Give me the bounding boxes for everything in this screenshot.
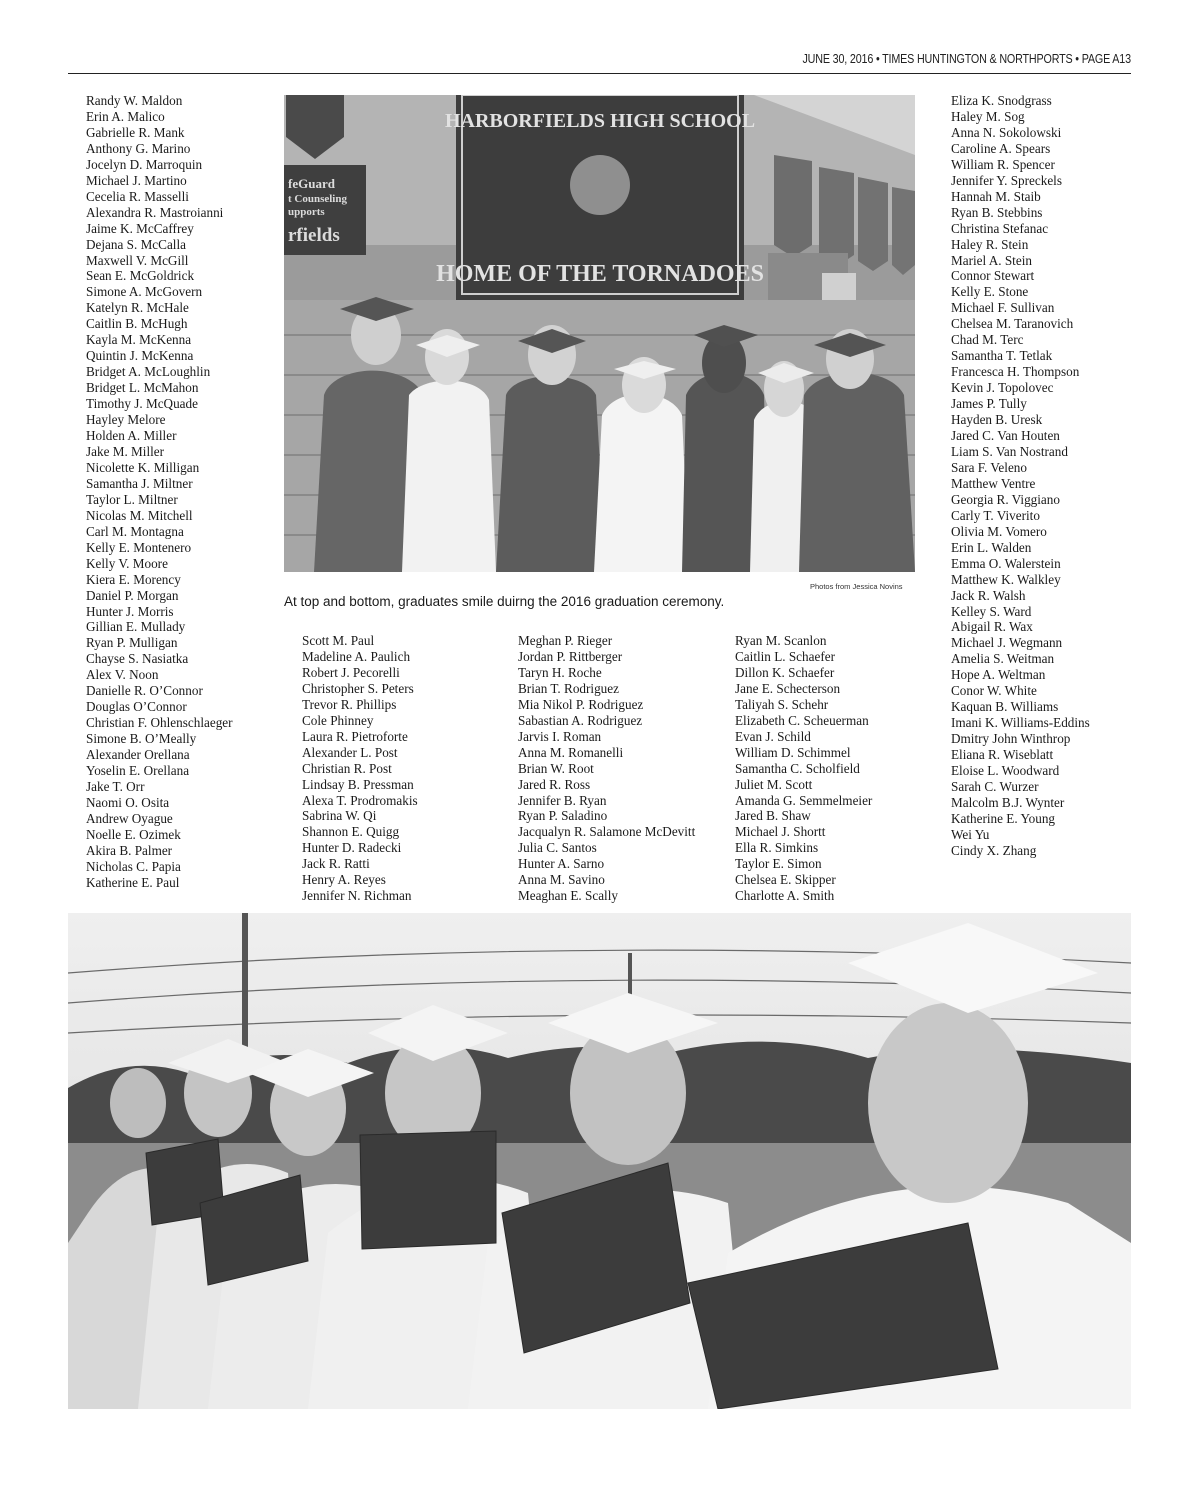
graduate-name: Kaquan B. Williams [951,699,1059,715]
graduate-name: Yoselin E. Orellana [86,763,190,779]
graduate-name: Hunter J. Morris [86,603,174,619]
graduate-name: Eliza K. Snodgrass [951,93,1052,108]
graduate-name: Anna M. Romanelli [518,744,624,760]
graduate-name: Abigail R. Wax [951,619,1033,635]
graduate-name: Kelly V. Moore [86,555,168,571]
graduate-name: William R. Spencer [951,156,1055,172]
graduate-name: Shannon E. Quigg [302,824,400,840]
graduate-name: Alexander Orellana [86,747,190,763]
graduate-name: Andrew Oyague [86,810,173,826]
graduate-name: Jared B. Shaw [735,808,811,824]
graduate-name: Michael J. Shortt [735,824,826,840]
graduate-name: Elizabeth C. Scheuerman [735,712,869,728]
graduate-name: Michael F. Sullivan [951,300,1055,316]
graduate-name: Hannah M. Staib [951,188,1041,204]
graduate-name: Katherine E. Young [951,810,1056,826]
graduate-name: Jennifer Y. Spreckels [951,172,1062,188]
graduate-name: Jordan P. Rittberger [518,648,623,664]
graduate-name: Hayden B. Uresk [951,412,1043,428]
graduate-name: Sara F. Veleno [951,459,1027,475]
graduate-name: Ella R. Simkins [735,840,819,856]
graduate-name: Naomi O. Osita [86,794,170,810]
graduate-name: Jennifer B. Ryan [518,792,607,808]
graduate-name: Brian W. Root [518,760,594,776]
graduate-name: Kiera E. Morency [86,571,181,587]
graduate-name: Anthony G. Marino [86,140,191,156]
graduate-name: Olivia M. Vomero [951,523,1047,539]
graduate-name: Carl M. Montagna [86,523,184,539]
graduate-name: Gabrielle R. Mank [86,124,185,140]
graduate-name: Amanda G. Semmelmeier [735,792,873,808]
graduate-name: Charlotte A. Smith [735,888,835,904]
graduate-name: Alexandra R. Mastroianni [86,204,224,220]
graduate-name: Malcolm B.J. Wynter [951,794,1065,810]
graduate-name: Christian F. Ohlenschlaeger [86,715,233,731]
graduate-name: Haley M. Sog [951,108,1025,124]
graduate-name: Ryan P. Saladino [518,808,608,824]
graduate-name: Taylor L. Miltner [86,491,178,507]
graduate-name: Cole Phinney [302,712,374,728]
graduate-name: Georgia R. Viggiano [951,491,1060,507]
graduate-name: Hayley Melore [86,412,166,428]
graduate-name: Simone B. O’Meally [86,731,197,747]
graduate-name: Julia C. Santos [518,840,597,856]
graduate-name: Cecelia R. Masselli [86,188,189,204]
graduate-name: Nicolette K. Milligan [86,459,200,475]
sign-line-3: upports [288,206,325,218]
graduate-name: Caitlin L. Schaefer [735,648,835,664]
graduate-name: Taryn H. Roche [518,664,602,680]
graduate-name: Connor Stewart [951,268,1035,284]
graduate-name: Jared C. Van Houten [951,428,1060,444]
graduate-name: Conor W. White [951,683,1037,699]
sign-line-1: feGuard [288,176,335,191]
graduate-name: Hunter D. Radecki [302,840,402,856]
sign-line-2: t Counseling [288,193,347,205]
header-text: JUNE 30, 2016 • TIMES HUNTINGTON & NORTHPORTS • PAGE A13 [802,52,1131,66]
graduate-list-mid-2 [518,633,695,904]
graduate-name: Imani K. Williams-Eddins [951,715,1090,731]
graduate-name: Jake M. Miller [86,443,165,459]
graduate-name: William D. Schimmel [735,744,851,760]
graduate-name: Gillian E. Mullady [86,619,186,635]
graduate-name: Christian R. Post [302,760,392,776]
graduate-list-left [86,93,233,891]
graduate-name: Alexander L. Post [302,744,398,760]
graduates-banner-photo-image [284,95,915,572]
graduate-name: Jake T. Orr [86,778,145,794]
graduate-name: Quintin J. McKenna [86,348,194,364]
graduate-name: Kevin J. Topolovec [951,380,1054,396]
graduate-name: Sarah C. Wurzer [951,778,1039,794]
graduate-name: Meghan P. Rieger [518,633,613,648]
graduate-name: Samantha T. Tetlak [951,348,1053,364]
graduate-name: Hunter A. Sarno [518,856,605,872]
graduate-name: Liam S. Van Nostrand [951,443,1068,459]
photo-caption: At top and bottom, graduates smile duirng the 2016 graduation ceremony. [284,594,725,609]
graduate-list-mid-1 [302,633,418,904]
page-header [68,52,1131,74]
graduate-list-right [951,93,1090,859]
graduate-name: Michael J. Wegmann [951,635,1063,651]
graduate-name: Ryan B. Stebbins [951,204,1043,220]
graduate-name: Danielle R. O’Connor [86,683,203,699]
graduates-banner-photo [284,95,915,572]
graduate-name: Evan J. Schild [735,728,811,744]
graduate-name: Taliyah S. Schehr [735,696,829,712]
graduate-name: Cindy X. Zhang [951,842,1037,858]
graduate-name: Jane E. Schecterson [735,680,841,696]
graduate-name: Kelly E. Stone [951,284,1029,300]
graduate-name: Timothy J. McQuade [86,396,198,412]
graduate-name: Nicholas C. Papia [86,858,181,874]
graduate-name: Haley R. Stein [951,236,1029,252]
graduate-name: Juliet M. Scott [735,776,813,792]
graduate-name: James P. Tully [951,396,1027,412]
graduates-diplomas-photo [68,913,1131,1409]
graduate-name: Samantha C. Scholfield [735,760,860,776]
graduate-name: Simone A. McGovern [86,284,203,300]
graduate-name: Anna M. Savino [518,872,605,888]
banner-line-2: HOME OF THE TORNADOES [436,261,764,287]
graduate-name: Chelsea E. Skipper [735,872,836,888]
graduate-name: Kelley S. Ward [951,603,1032,619]
graduate-name: Brian T. Rodriguez [518,680,619,696]
graduate-name: Michael J. Martino [86,172,187,188]
graduate-name: Eloise L. Woodward [951,763,1060,779]
graduate-name: Scott M. Paul [302,633,375,648]
graduate-name: Akira B. Palmer [86,842,173,858]
graduate-name: Lindsay B. Pressman [302,776,414,792]
graduate-name: Dejana S. McCalla [86,236,186,252]
graduate-name: Caitlin B. McHugh [86,316,188,332]
graduate-name: Robert J. Pecorelli [302,664,400,680]
graduate-name: Meaghan E. Scally [518,888,618,904]
graduate-name: Jennifer N. Richman [302,888,412,904]
graduate-name: Erin A. Malico [86,108,165,124]
graduate-name: Trevor R. Phillips [302,696,397,712]
graduate-name: Carly T. Viverito [951,507,1040,523]
graduate-name: Eliana R. Wiseblatt [951,747,1054,763]
graduate-name: Bridget L. McMahon [86,380,199,396]
graduate-name: Mia Nikol P. Rodriguez [518,696,644,712]
graduate-name: Christina Stefanac [951,220,1049,236]
graduate-name: Noelle E. Ozimek [86,826,181,842]
graduate-name: Wei Yu [951,826,990,842]
graduate-name: Laura R. Pietroforte [302,728,408,744]
graduate-name: Daniel P. Morgan [86,587,179,603]
graduate-name: Jack R. Walsh [951,587,1026,603]
graduate-name: Douglas O’Connor [86,699,187,715]
graduate-name: Bridget A. McLoughlin [86,364,211,380]
graduate-name: Henry A. Reyes [302,872,386,888]
graduate-name: Jack R. Ratti [302,856,370,872]
graduate-name: Sean E. McGoldrick [86,268,195,284]
graduate-name: Jared R. Ross [518,776,591,792]
graduate-name: Emma O. Walerstein [951,555,1061,571]
graduate-name: Matthew K. Walkley [951,571,1061,587]
graduate-name: Kelly E. Montenero [86,539,192,555]
graduate-name: Amelia S. Weitman [951,651,1055,667]
graduate-name: Katelyn R. McHale [86,300,189,316]
graduate-name: Ryan P. Mulligan [86,635,178,651]
graduate-name: Jocelyn D. Marroquin [86,156,203,172]
graduate-name: Ryan M. Scanlon [735,633,827,648]
graduate-name: Sabrina W. Qi [302,808,377,824]
graduate-name: Chelsea M. Taranovich [951,316,1074,332]
graduate-name: Maxwell V. McGill [86,252,189,268]
graduate-name: Dillon K. Schaefer [735,664,835,680]
graduate-name: Mariel A. Stein [951,252,1032,268]
banner-line-1: HARBORFIELDS HIGH SCHOOL [444,110,756,132]
graduate-name: Taylor E. Simon [735,856,822,872]
graduate-name: Jaime K. McCaffrey [86,220,194,236]
graduate-name: Sabastian A. Rodriguez [518,712,643,728]
graduate-name: Chayse S. Nasiatka [86,651,189,667]
graduate-name: Francesca H. Thompson [951,364,1080,380]
graduate-name: Alex V. Noon [86,667,159,683]
graduate-list-mid-3 [735,633,872,904]
graduate-name: Chad M. Terc [951,332,1024,348]
graduate-name: Samantha J. Miltner [86,475,193,491]
graduate-name: Erin L. Walden [951,539,1032,555]
graduate-name: Jacqualyn R. Salamone McDevitt [518,824,696,840]
graduate-name: Hope A. Weltman [951,667,1046,683]
graduates-diplomas-photo-image [68,913,1131,1409]
graduate-name: Caroline A. Spears [951,140,1051,156]
graduate-name: Matthew Ventre [951,475,1036,491]
graduate-name: Kayla M. McKenna [86,332,192,348]
graduate-name: Katherine E. Paul [86,874,180,890]
graduate-name: Holden A. Miller [86,428,177,444]
graduate-name: Madeline A. Paulich [302,648,411,664]
graduate-name: Anna N. Sokolowski [951,124,1062,140]
graduate-name: Christopher S. Peters [302,680,414,696]
graduate-name: Randy W. Maldon [86,93,183,108]
photo-credit: Photos from Jessica Novins [810,582,903,591]
sign-line-4: rfields [288,225,340,246]
graduate-name: Dmitry John Winthrop [951,731,1071,747]
graduate-name: Nicolas M. Mitchell [86,507,193,523]
graduate-name: Alexa T. Prodromakis [302,792,418,808]
graduate-name: Jarvis I. Roman [518,728,602,744]
